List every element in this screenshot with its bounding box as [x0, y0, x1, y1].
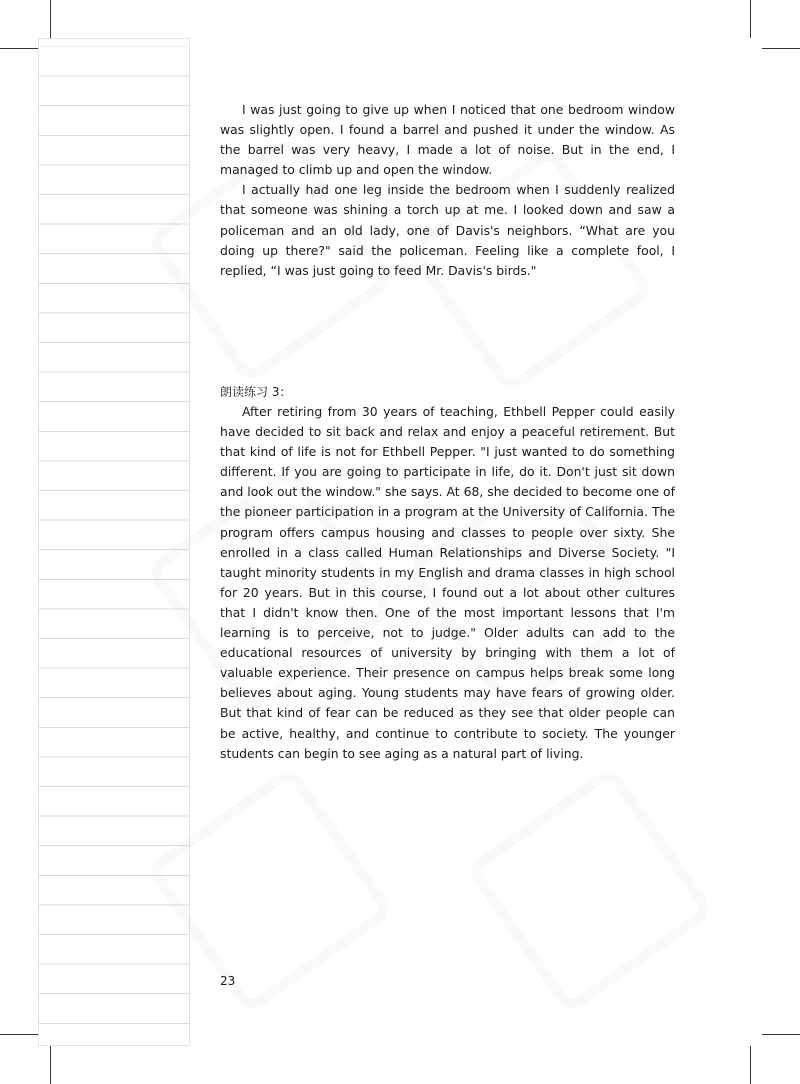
- crop-mark: [750, 1046, 751, 1084]
- crop-mark: [762, 1034, 800, 1035]
- paragraph: I actually had one leg inside the bedroom when I suddenly realized that someone was shining a torch up at me. I looked down and saw a policeman and an old lady, one of Davis's neighbors. “What are you doing up there?" said the policeman. Feeling like a complete fool, I replied, “I was just going to feed Mr. Davis's birds.": [220, 182, 675, 278]
- crop-mark: [750, 0, 751, 38]
- section-heading: 朗读练习 3：: [220, 385, 292, 399]
- watermark-shape: [465, 765, 716, 1016]
- paragraph: After retiring from 30 years of teaching, Ethbell Pepper could easily have decided to sit back and relax and enjoy a peaceful retirement. But that kind of life is not for Ethbell Pepper. "I just wanted to do something different. If you are going to participate in life, do it. Don't just sit down and look out the window." she says. At 68, she decided to become one of the pioneer participation in a program at the University of California. The program offers campus housing and classes to people over sixty. She enrolled in a class called Human Relationships and Diverse Society. "I taught minority students in my English and drama classes in high school for 20 years. But in this course, I found out a lot about other cultures that I didn't know then. One of the most important lessons that I'm learning is to perceive, not to judge." Older adults can add to the educational resources of university by bringing with them a lot of valuable experience. Their presence on campus helps break some long believes about aging. Young students may have fears of growing older. But that kind of fear can be reduced as they see that older people can be active, healthy, and continue to contribute to society. The younger students can begin to see aging as a natural part of living.: [220, 404, 675, 761]
- crop-mark: [50, 1046, 51, 1084]
- passage-previous: [220, 100, 675, 281]
- paragraph: I was just going to give up when I noticed that one bedroom window was slightly open. I found a barrel and pushed it under the window. As the barrel was very heavy, I made a lot of noise. But in the end, I managed to climb up and open the window.: [220, 102, 675, 178]
- crop-mark: [50, 0, 51, 38]
- crop-mark: [0, 1034, 38, 1035]
- crop-mark: [0, 48, 38, 49]
- passage-3: [220, 402, 675, 764]
- page-number: 23: [220, 974, 236, 988]
- crop-mark: [762, 48, 800, 49]
